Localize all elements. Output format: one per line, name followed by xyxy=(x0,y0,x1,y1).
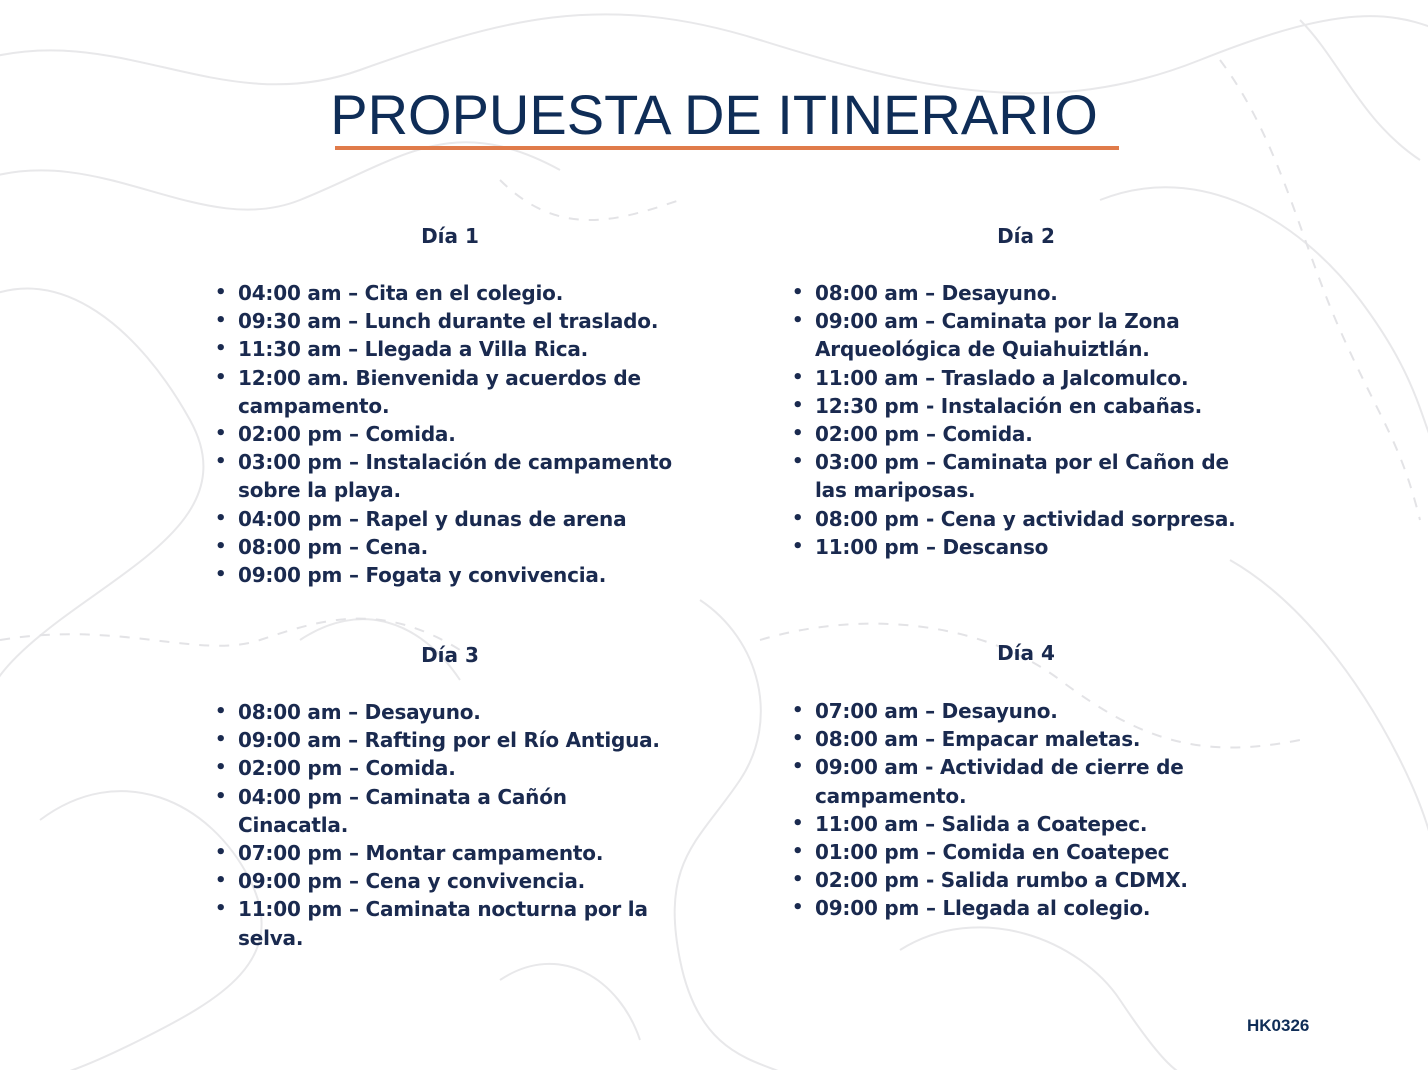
list-item: • 11:00 am – Salida a Coatepec. xyxy=(792,811,1148,836)
day-4-list xyxy=(792,697,1212,923)
list-item: • 12:00 am. Bienvenida y acuerdos de campamento. xyxy=(215,365,641,418)
list-item: • 03:00 pm – Instalación de campamento sobre la playa. xyxy=(215,450,672,503)
list-item: • 11:00 pm – Caminata nocturna por la selva. xyxy=(215,897,648,950)
list-item: • 09:30 am – Lunch durante el traslado. xyxy=(215,309,659,334)
list-item: • 09:00 pm – Fogata y convivencia. xyxy=(215,563,607,588)
day-1-heading: Día 1 xyxy=(421,224,479,248)
list-item: • 01:00 pm – Comida en Coatepec xyxy=(792,840,1170,865)
list-item: • 04:00 am – Cita en el colegio. xyxy=(215,281,564,305)
list-item: • 09:00 pm – Llegada al colegio. xyxy=(792,896,1151,921)
list-item: • 03:00 pm – Caminata por el Cañon de las mariposas. xyxy=(792,450,1229,503)
list-item: • 11:30 am – Llegada a Villa Rica. xyxy=(215,337,589,362)
list-item: • 09:00 am - Actividad de cierre de campamento. xyxy=(792,755,1184,808)
day-2-list xyxy=(792,279,1262,561)
list-item: • 07:00 pm – Montar campamento. xyxy=(215,841,604,866)
list-item: • 09:00 pm – Cena y convivencia. xyxy=(215,869,586,894)
list-item: • 11:00 pm – Descanso xyxy=(792,534,1049,559)
list-item: • 04:00 pm – Rapel y dunas de arena xyxy=(215,506,627,531)
list-item: • 02:00 pm – Comida. xyxy=(792,422,1033,447)
list-item: • 08:00 am – Desayuno. xyxy=(792,281,1058,305)
list-item: • 08:00 am – Empacar maletas. xyxy=(792,727,1141,752)
page-title: PROPUESTA DE ITINERARIO xyxy=(330,83,1098,146)
list-item: • 08:00 pm – Cena. xyxy=(215,534,429,559)
list-item: • 08:00 am – Desayuno. xyxy=(215,700,481,724)
day-2-heading: Día 2 xyxy=(997,224,1055,248)
list-item: • 04:00 pm – Caminata a Cañón Cinacatla. xyxy=(215,784,567,837)
list-item: • 12:30 pm - Instalación en cabañas. xyxy=(792,393,1203,418)
list-item: • 11:00 am – Traslado a Jalcomulco. xyxy=(792,365,1189,390)
list-item: • 09:00 am – Rafting por el Río Antigua. xyxy=(215,728,660,753)
day-3-list xyxy=(215,698,685,952)
list-item: • 02:00 pm – Comida. xyxy=(215,422,456,447)
list-item: • 09:00 am – Caminata por la Zona Arqueológica de Quiahuiztlán. xyxy=(792,309,1180,362)
day-3-heading: Día 3 xyxy=(421,643,479,667)
list-item: • 08:00 pm - Cena y actividad sorpresa. xyxy=(792,506,1236,531)
day-4-heading: Día 4 xyxy=(997,641,1055,665)
list-item: • 07:00 am – Desayuno. xyxy=(792,699,1058,723)
document-code: HK0326 xyxy=(1247,1016,1310,1035)
title-underline xyxy=(335,146,1119,150)
list-item: • 02:00 pm – Comida. xyxy=(215,756,456,781)
day-1-list xyxy=(215,279,695,589)
list-item: • 02:00 pm - Salida rumbo a CDMX. xyxy=(792,868,1188,893)
